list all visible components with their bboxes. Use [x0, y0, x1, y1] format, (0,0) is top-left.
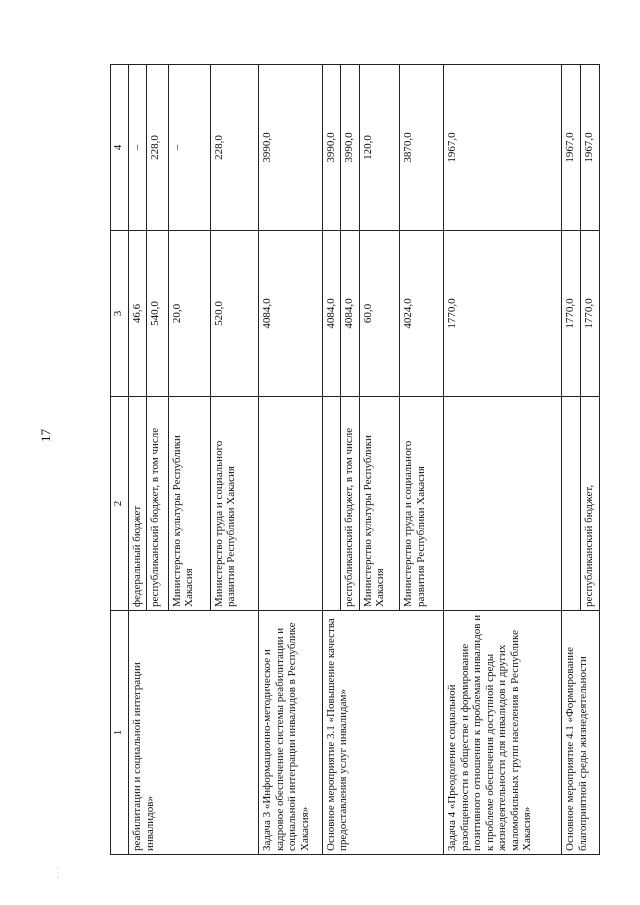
funding-source-cell: Министерство труда и социального развития Республики Хакасия	[210, 397, 259, 611]
value-cell: 20,0	[168, 231, 210, 397]
value-cell: 3990,0	[340, 65, 359, 231]
activity-cell: Основное мероприятие 4.1 «Формирование благоприятной среды жизнедеятельности	[562, 611, 600, 855]
funding-source-cell: республиканский бюджет, в том числе	[340, 397, 359, 611]
funding-source-cell: Министерство культуры Республики Хакасия	[359, 397, 399, 611]
funding-source-cell: Министерство культуры Республики Хакасия	[168, 397, 210, 611]
value-cell: 1967,0	[444, 65, 562, 231]
table-header-row	[111, 65, 129, 855]
budget-table	[110, 64, 600, 855]
task-cell: Задача 4 «Преодоление социальной разобщенности в обществе и формирование позитивного отношения к проблемам инвалидов и к проблеме обеспечения доступной среды жизнедеятельности для инвалидов и других маломобильных групп населения в Республике Хакасия»	[444, 611, 562, 855]
table-row	[129, 65, 147, 855]
value-cell: 60,0	[359, 231, 399, 397]
value-cell: 1967,0	[580, 65, 599, 231]
funding-source-cell: республиканский бюджет,	[580, 397, 599, 611]
table-row	[444, 65, 562, 855]
funding-source-cell	[562, 397, 580, 611]
activity-cell: Основное мероприятие 3.1 «Повышение качества предоставления услуг инвалидам»	[322, 611, 444, 855]
task-cell: реабилитации и социальной интеграции инвалидов»	[129, 611, 259, 855]
value-cell: 4024,0	[400, 231, 444, 397]
column-header-2: 2	[111, 397, 129, 611]
column-header-1: 1	[111, 611, 129, 855]
page-number: 17	[38, 429, 53, 442]
funding-source-cell	[259, 397, 322, 611]
table-row	[259, 65, 322, 855]
value-cell: 228,0	[210, 65, 259, 231]
value-cell: 120,0	[359, 65, 399, 231]
funding-source-cell: федеральный бюджет	[129, 397, 147, 611]
value-cell: 3990,0	[322, 65, 340, 231]
column-header-3: 3	[111, 231, 129, 397]
value-cell: 4084,0	[259, 231, 322, 397]
value-cell: 1770,0	[580, 231, 599, 397]
table-row	[562, 65, 580, 855]
funding-source-cell	[444, 397, 562, 611]
value-cell: –	[168, 65, 210, 231]
funding-source-cell: Министерство труда и социального развития Республики Хакасия	[400, 397, 444, 611]
budget-table-container	[110, 65, 600, 855]
task-cell: Задача 3 «Информационно-методическое и кадровое обеспечение системы реабилитации и социальной интеграции инвалидов в Республике Хакасия»	[259, 611, 322, 855]
value-cell: 540,0	[147, 231, 168, 397]
value-cell: 4084,0	[340, 231, 359, 397]
value-cell: 520,0	[210, 231, 259, 397]
value-cell: 3990,0	[259, 65, 322, 231]
value-cell: –	[129, 65, 147, 231]
value-cell: 4084,0	[322, 231, 340, 397]
funding-source-cell	[322, 397, 340, 611]
funding-source-cell: республиканский бюджет, в том числе	[147, 397, 168, 611]
value-cell: 46,6	[129, 231, 147, 397]
value-cell: 1967,0	[562, 65, 580, 231]
value-cell: 228,0	[147, 65, 168, 231]
value-cell: 3870,0	[400, 65, 444, 231]
value-cell: 1770,0	[562, 231, 580, 397]
value-cell: 1770,0	[444, 231, 562, 397]
margin-scribble: . . .	[50, 867, 61, 879]
column-header-4: 4	[111, 65, 129, 231]
table-row	[322, 65, 340, 855]
